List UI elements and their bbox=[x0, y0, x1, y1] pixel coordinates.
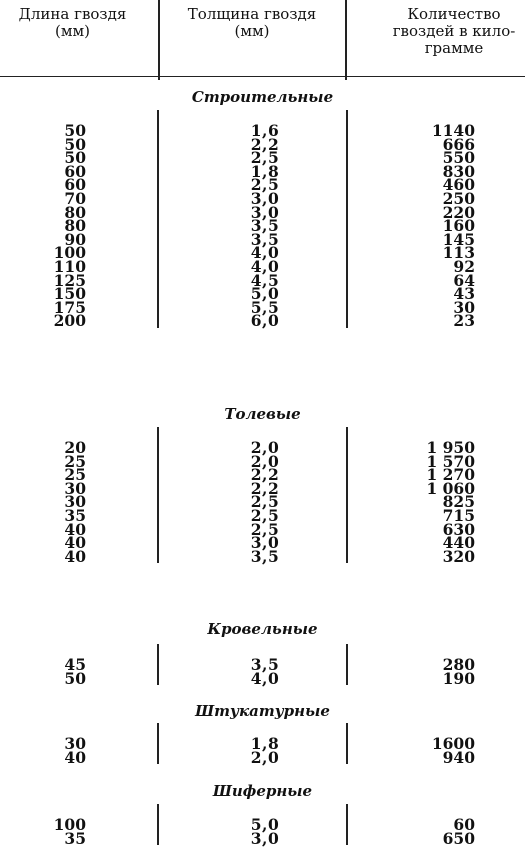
count-cell: 715 bbox=[442, 505, 475, 525]
count-cell: 1 570 bbox=[426, 451, 475, 471]
length-cell: 60 bbox=[64, 161, 86, 181]
thickness-cell: 3,0 bbox=[250, 188, 280, 208]
count-cell: 650 bbox=[442, 828, 475, 848]
thickness-cell: 2,5 bbox=[250, 519, 280, 539]
header-thickness: Толщина гвоздя (мм) bbox=[187, 5, 317, 40]
count-cell: 92 bbox=[453, 256, 475, 276]
column-divider bbox=[346, 110, 348, 328]
count-cell: 190 bbox=[442, 668, 475, 688]
count-cell: 220 bbox=[442, 202, 475, 222]
count-cell: 64 bbox=[453, 270, 475, 290]
count-cell: 160 bbox=[442, 216, 475, 236]
thickness-cell: 4,5 bbox=[250, 270, 280, 290]
thickness-cell: 3,5 bbox=[250, 655, 280, 674]
count-cell: 1600 bbox=[431, 734, 475, 753]
length-cell: 40 bbox=[64, 747, 86, 767]
column-divider bbox=[346, 723, 348, 764]
length-cell: 20 bbox=[64, 438, 86, 457]
thickness-cell: 3,5 bbox=[250, 216, 280, 236]
count-cell: 320 bbox=[442, 546, 475, 566]
thickness-cell: 6,0 bbox=[250, 311, 280, 331]
thickness-cell: 2,5 bbox=[250, 492, 280, 512]
section-rows bbox=[0, 655, 525, 688]
count-cell: 1 060 bbox=[426, 478, 475, 498]
thickness-cell: 3,5 bbox=[250, 229, 280, 249]
header-count: Количество гвоздей в кило-грамме bbox=[392, 5, 516, 57]
column-divider bbox=[157, 110, 159, 328]
length-cell: 80 bbox=[64, 216, 86, 236]
count-cell: 280 bbox=[442, 655, 475, 674]
section-title: Строительные bbox=[191, 88, 334, 106]
count-cell: 940 bbox=[442, 747, 475, 767]
length-cell: 35 bbox=[64, 828, 86, 848]
thickness-cell: 5,5 bbox=[250, 297, 280, 317]
length-cell: 50 bbox=[64, 148, 86, 168]
count-cell: 460 bbox=[442, 175, 475, 195]
length-cell: 40 bbox=[64, 533, 86, 553]
table-row bbox=[0, 668, 525, 688]
length-cell: 30 bbox=[64, 734, 86, 753]
column-divider bbox=[157, 644, 159, 685]
section-title: Шиферные bbox=[212, 782, 313, 800]
thickness-cell: 2,2 bbox=[250, 134, 280, 154]
thickness-cell: 4,0 bbox=[250, 668, 280, 688]
length-cell: 70 bbox=[64, 188, 86, 208]
count-cell: 1 270 bbox=[426, 465, 475, 485]
count-cell: 1140 bbox=[431, 121, 475, 140]
length-cell: 150 bbox=[53, 284, 86, 304]
count-cell: 666 bbox=[442, 134, 475, 154]
column-divider bbox=[346, 644, 348, 685]
length-cell: 100 bbox=[53, 815, 86, 834]
length-cell: 40 bbox=[64, 546, 86, 566]
length-cell: 50 bbox=[64, 134, 86, 154]
thickness-cell: 2,5 bbox=[250, 148, 280, 168]
thickness-cell: 2,0 bbox=[250, 438, 280, 457]
length-cell: 40 bbox=[64, 519, 86, 539]
count-cell: 825 bbox=[442, 492, 475, 512]
length-cell: 60 bbox=[64, 175, 86, 195]
section-title: Штукатурные bbox=[195, 702, 330, 720]
count-cell: 60 bbox=[453, 815, 475, 834]
table-row bbox=[0, 546, 525, 566]
length-cell: 175 bbox=[53, 297, 86, 317]
thickness-cell: 2,0 bbox=[250, 747, 280, 767]
count-cell: 43 bbox=[453, 284, 475, 304]
section-rows bbox=[0, 815, 525, 848]
column-divider bbox=[346, 804, 348, 845]
section-rows bbox=[0, 734, 525, 767]
length-cell: 200 bbox=[53, 311, 86, 331]
header-column-divider bbox=[345, 0, 347, 80]
count-cell: 550 bbox=[442, 148, 475, 168]
table-row bbox=[0, 747, 525, 767]
section-rows bbox=[0, 438, 525, 566]
table-row bbox=[0, 311, 525, 331]
count-cell: 440 bbox=[442, 533, 475, 553]
length-cell: 35 bbox=[64, 505, 86, 525]
section-rows bbox=[0, 121, 525, 331]
length-cell: 30 bbox=[64, 492, 86, 512]
header-column-divider bbox=[158, 0, 160, 80]
thickness-cell: 5,0 bbox=[250, 815, 280, 834]
length-cell: 100 bbox=[53, 243, 86, 263]
table-row bbox=[0, 828, 525, 848]
column-divider bbox=[346, 427, 348, 563]
length-cell: 80 bbox=[64, 202, 86, 222]
header-length: Длина гвоздя (мм) bbox=[18, 5, 127, 40]
count-cell: 113 bbox=[442, 243, 475, 263]
length-cell: 125 bbox=[53, 270, 86, 290]
thickness-cell: 2,2 bbox=[250, 478, 280, 498]
count-cell: 145 bbox=[442, 229, 475, 249]
length-cell: 90 bbox=[64, 229, 86, 249]
thickness-cell: 3,0 bbox=[250, 533, 280, 553]
length-cell: 50 bbox=[64, 121, 86, 140]
count-cell: 30 bbox=[453, 297, 475, 317]
section-title: Толевые bbox=[224, 405, 301, 423]
length-cell: 25 bbox=[64, 465, 86, 485]
thickness-cell: 2,0 bbox=[250, 451, 280, 471]
length-cell: 50 bbox=[64, 668, 86, 688]
thickness-cell: 2,5 bbox=[250, 505, 280, 525]
count-cell: 23 bbox=[453, 311, 475, 331]
count-cell: 250 bbox=[442, 188, 475, 208]
column-divider bbox=[157, 427, 159, 563]
thickness-cell: 4,0 bbox=[250, 256, 280, 276]
length-cell: 45 bbox=[64, 655, 86, 674]
count-cell: 830 bbox=[442, 161, 475, 181]
thickness-cell: 1,8 bbox=[250, 734, 280, 753]
thickness-cell: 3,0 bbox=[250, 828, 280, 848]
thickness-cell: 4,0 bbox=[250, 243, 280, 263]
header-divider bbox=[0, 76, 525, 77]
count-cell: 1 950 bbox=[426, 438, 475, 457]
column-divider bbox=[157, 804, 159, 845]
column-divider bbox=[157, 723, 159, 764]
thickness-cell: 3,0 bbox=[250, 202, 280, 222]
length-cell: 30 bbox=[64, 478, 86, 498]
thickness-cell: 1,8 bbox=[250, 161, 280, 181]
thickness-cell: 2,5 bbox=[250, 175, 280, 195]
count-cell: 630 bbox=[442, 519, 475, 539]
thickness-cell: 5,0 bbox=[250, 284, 280, 304]
thickness-cell: 1,6 bbox=[250, 121, 280, 140]
length-cell: 110 bbox=[53, 256, 86, 276]
thickness-cell: 2,2 bbox=[250, 465, 280, 485]
length-cell: 25 bbox=[64, 451, 86, 471]
section-title: Кровельные bbox=[207, 620, 318, 638]
thickness-cell: 3,5 bbox=[250, 546, 280, 566]
